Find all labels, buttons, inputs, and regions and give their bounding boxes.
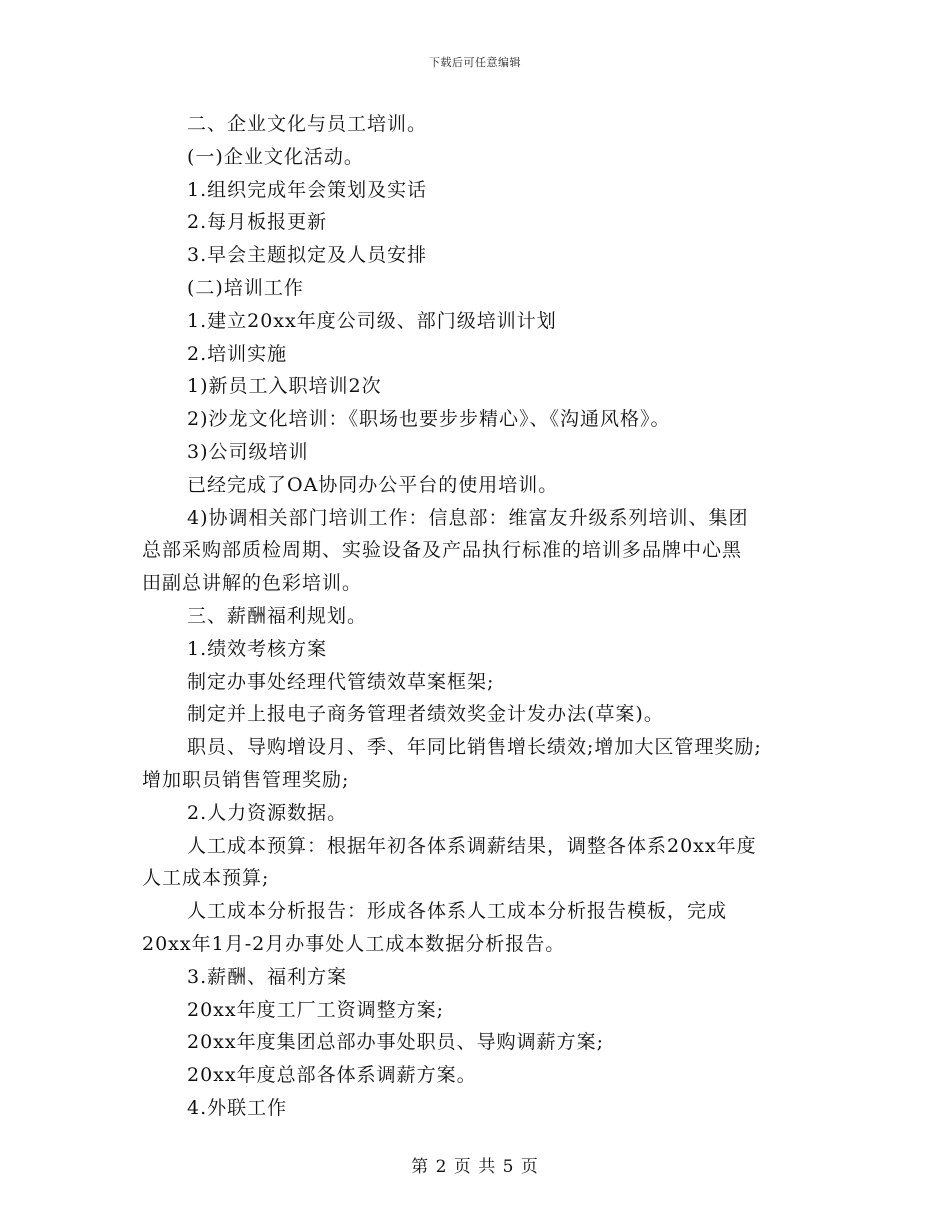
paragraph-line: 人工成本分析报告：形成各体系人工成本分析报告模板，完成 <box>187 900 728 923</box>
paragraph-line: 20xx年1月-2月办事处人工成本数据分析报告。 <box>142 932 566 955</box>
header-note: 下载后可任意编辑 <box>429 56 521 69</box>
paragraph-line: 人工成本预算：根据年初各体系调薪结果，调整各体系20xx年度 <box>187 834 757 857</box>
list-item: 3)公司级培训 <box>187 440 309 463</box>
list-item: 2.每月板报更新 <box>187 211 328 234</box>
paragraph-line: 田副总讲解的色彩培训。 <box>142 572 363 595</box>
paragraph-line: 人工成本预算; <box>142 867 270 890</box>
paragraph-line: 职员、导购增设月、季、年同比销售增长绩效;增加大区管理奖励; <box>187 736 762 759</box>
list-item: 1.绩效考核方案 <box>187 637 328 660</box>
list-item: 2)沙龙文化培训：《职场也要步步精心》、《沟通风格》。 <box>187 408 671 431</box>
subsection-heading: (一)企业文化活动。 <box>187 145 364 168</box>
paragraph-line: 增加职员销售管理奖励; <box>142 768 350 791</box>
list-item: 1)新员工入职培训2次 <box>187 375 382 398</box>
page-number: 第 2 页 共 5 页 <box>411 1157 539 1177</box>
paragraph-line: 制定办事处经理代管绩效草案框架; <box>187 670 495 693</box>
paragraph-line: 20xx年度总部各体系调薪方案。 <box>187 1064 477 1087</box>
list-item: 3.薪酬、福利方案 <box>187 965 348 988</box>
list-item: 1.建立20xx年度公司级、部门级培训计划 <box>187 309 557 332</box>
list-item: 1.组织完成年会策划及实话 <box>187 178 428 201</box>
list-item: 4)协调相关部门培训工作：信息部：维富友升级系列培训、集团 <box>187 506 749 529</box>
list-item: 3.早会主题拟定及人员安排 <box>187 244 428 267</box>
paragraph-line: 20xx年度集团总部办事处职员、导购调薪方案; <box>187 1031 605 1054</box>
list-item: 2.人力资源数据。 <box>187 801 348 824</box>
list-item: 4.外联工作 <box>187 1096 288 1119</box>
paragraph-line: 已经完成了OA协同办公平台的使用培训。 <box>187 473 559 496</box>
list-item: 2.培训实施 <box>187 342 288 365</box>
paragraph-line: 总部采购部质检周期、实验设备及产品执行标准的培训多品牌中心黑 <box>142 539 743 562</box>
document-body <box>142 108 812 1125</box>
section-heading: 三、薪酬福利规划。 <box>187 604 368 627</box>
paragraph-line: 制定并上报电子商务管理者绩效奖金计发办法(草案)。 <box>187 703 664 726</box>
section-heading: 二、企业文化与员工培训。 <box>187 113 428 135</box>
paragraph-line: 20xx年度工厂工资调整方案; <box>187 998 445 1021</box>
subsection-heading: (二)培训工作 <box>187 276 304 299</box>
